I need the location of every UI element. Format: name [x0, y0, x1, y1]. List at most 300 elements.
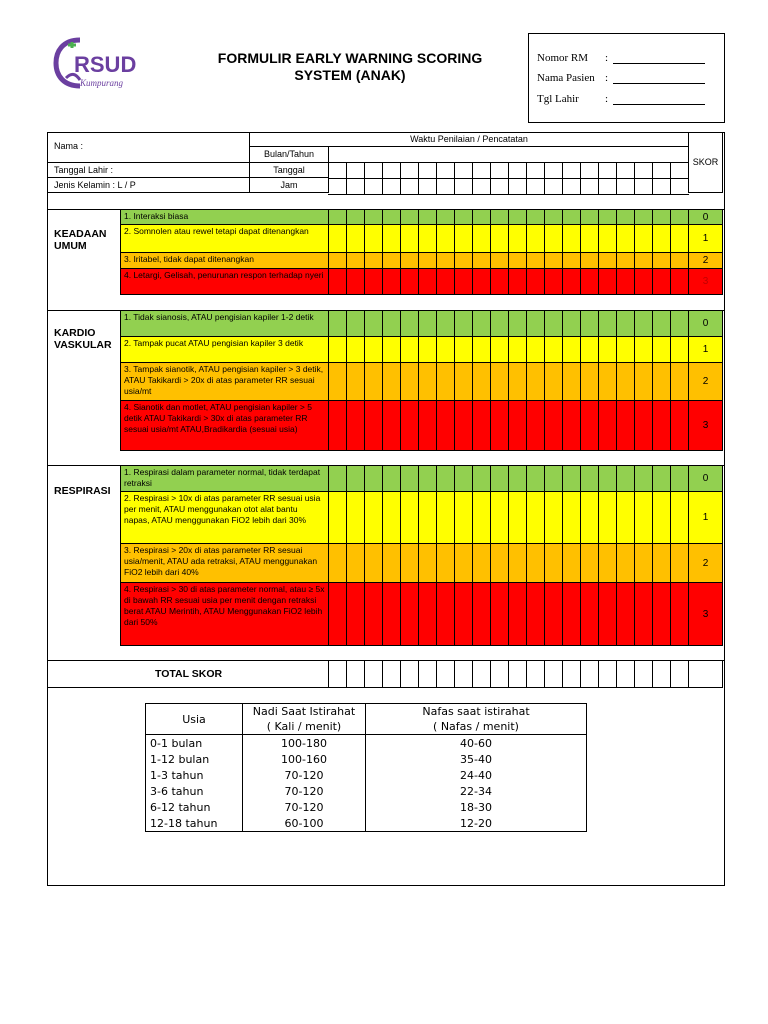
- entry-grid-column-line: [400, 466, 401, 491]
- criterion-ku-4: 4. Letargi, Gelisah, penurunan respon terhadap nyeri: [120, 268, 329, 295]
- reference-row: [146, 799, 587, 815]
- entry-grid-column-line: [454, 466, 455, 491]
- entry-grid-column-line: [472, 253, 473, 268]
- gender-label: Jenis Kelamin : L / P: [54, 180, 136, 190]
- score-kv-3: 2: [688, 362, 723, 401]
- entry-grid-ku-3[interactable]: [328, 252, 689, 269]
- entry-grid-column-line: [400, 269, 401, 294]
- entry-grid-column-line: [670, 363, 671, 400]
- entry-grid-column-line: [454, 210, 455, 224]
- entry-grid-column-line: [346, 225, 347, 252]
- entry-grid-column-line: [436, 661, 437, 687]
- entry-grid-column-line: [634, 210, 635, 224]
- entry-grid-column-line: [544, 337, 545, 362]
- name-field[interactable]: [47, 132, 250, 163]
- score-ku-4: 3: [688, 268, 723, 295]
- entry-grid-column-line: [508, 661, 509, 687]
- entry-grid-ku-1[interactable]: [328, 209, 689, 225]
- entry-grid-column-line: [508, 269, 509, 294]
- entry-grid-column-line: [526, 253, 527, 268]
- entry-grid-kv-3[interactable]: [328, 362, 689, 401]
- entry-grid-column-line: [670, 661, 671, 687]
- entry-grid-column-line: [526, 466, 527, 491]
- score-kv-1: 0: [688, 310, 723, 337]
- entry-grid-column-line: [652, 544, 653, 582]
- reference-row: [146, 751, 587, 767]
- criterion-rs-1: 1. Respirasi dalam parameter normal, tidak terdapat retraksi: [120, 465, 329, 492]
- entry-grid-column-line: [652, 225, 653, 252]
- entry-grid-column-line: [616, 583, 617, 645]
- entry-grid-column-line: [454, 583, 455, 645]
- entry-grid-column-line: [526, 363, 527, 400]
- entry-grid-kv-1[interactable]: [328, 310, 689, 337]
- entry-grid-column-line: [526, 544, 527, 582]
- reference-pulse: 70-120: [243, 783, 366, 799]
- entry-grid-rs-1[interactable]: [328, 465, 689, 492]
- entry-grid-column-line: [544, 363, 545, 400]
- entry-grid-column-line: [472, 210, 473, 224]
- entry-grid-column-line: [490, 401, 491, 450]
- entry-grid-column-line: [400, 544, 401, 582]
- entry-grid-column-line: [670, 225, 671, 252]
- entry-grid-column-line: [652, 311, 653, 336]
- entry-grid-column-line: [562, 401, 563, 450]
- entry-grid-column-line: [364, 311, 365, 336]
- entry-grid-column-line: [382, 466, 383, 491]
- reference-breath: 40-60: [366, 735, 587, 752]
- month-year-entry[interactable]: [328, 146, 689, 163]
- id-label-dob: Tgl Lahir: [537, 93, 579, 105]
- total-score-value[interactable]: [688, 660, 723, 688]
- entry-grid-column-line: [670, 311, 671, 336]
- score-rs-3: 2: [688, 543, 723, 583]
- reference-row: [146, 767, 587, 783]
- reference-header-age: Usia: [146, 704, 243, 735]
- entry-grid-column-line: [562, 492, 563, 543]
- entry-grid-column-line: [454, 337, 455, 362]
- entry-grid-column-line: [508, 401, 509, 450]
- entry-grid-column-line: [364, 269, 365, 294]
- reference-breath: 24-40: [366, 767, 587, 783]
- entry-grid-column-line: [382, 583, 383, 645]
- score-rs-1: 0: [688, 465, 723, 492]
- entry-grid-column-line: [490, 337, 491, 362]
- entry-grid-column-line: [418, 401, 419, 450]
- entry-grid-column-line: [454, 253, 455, 268]
- entry-grid-column-line: [400, 401, 401, 450]
- entry-grid-column-line: [400, 253, 401, 268]
- entry-grid-column-line: [526, 311, 527, 336]
- entry-grid-column-line: [382, 269, 383, 294]
- entry-grid-column-line: [364, 363, 365, 400]
- entry-grid-column-line: [490, 661, 491, 687]
- entry-grid-column-line: [598, 337, 599, 362]
- date-hour-grid[interactable]: [328, 162, 689, 195]
- entry-grid-column-line: [364, 337, 365, 362]
- entry-grid-column-line: [562, 269, 563, 294]
- score-header: [688, 132, 723, 193]
- entry-grid-column-line: [346, 269, 347, 294]
- entry-grid-column-line: [454, 269, 455, 294]
- entry-grid-column-line: [382, 311, 383, 336]
- entry-grid-rs-2[interactable]: [328, 491, 689, 544]
- reference-pulse: 70-120: [243, 767, 366, 783]
- entry-grid-column-line: [346, 210, 347, 224]
- entry-grid-column-line: [598, 269, 599, 294]
- entry-grid-column-line: [670, 253, 671, 268]
- form-title: [190, 50, 510, 84]
- entry-grid-column-line: [346, 661, 347, 687]
- entry-grid-column-line: [436, 583, 437, 645]
- entry-grid-column-line: [400, 225, 401, 252]
- entry-grid-column-line: [580, 210, 581, 224]
- entry-grid-ku-2[interactable]: [328, 224, 689, 253]
- entry-grid-column-line: [652, 492, 653, 543]
- total-score-grid[interactable]: [328, 660, 689, 688]
- entry-grid-column-line: [562, 311, 563, 336]
- entry-grid-column-line: [616, 544, 617, 582]
- entry-grid-column-line: [400, 492, 401, 543]
- score-kv-2: 1: [688, 336, 723, 363]
- entry-grid-column-line: [472, 311, 473, 336]
- entry-grid-column-line: [490, 583, 491, 645]
- entry-grid-column-line: [562, 466, 563, 491]
- entry-grid-column-line: [526, 210, 527, 224]
- entry-grid-column-line: [580, 661, 581, 687]
- id-sep-dob: :: [605, 93, 609, 105]
- entry-grid-column-line: [436, 466, 437, 491]
- entry-grid-column-line: [472, 583, 473, 645]
- entry-grid-column-line: [382, 337, 383, 362]
- entry-grid-column-line: [616, 363, 617, 400]
- entry-grid-column-line: [346, 363, 347, 400]
- entry-grid-column-line: [508, 253, 509, 268]
- entry-grid-column-line: [544, 210, 545, 224]
- reference-pulse: 100-180: [243, 735, 366, 752]
- reference-age: 1-3 tahun: [146, 767, 243, 783]
- entry-grid-ku-4[interactable]: [328, 268, 689, 295]
- entry-grid-column-line: [454, 661, 455, 687]
- entry-grid-column-line: [508, 466, 509, 491]
- score-ku-1: 0: [688, 209, 723, 225]
- entry-grid-column-line: [526, 269, 527, 294]
- entry-grid-column-line: [616, 253, 617, 268]
- entry-grid-column-line: [436, 337, 437, 362]
- logo-subtext: Kumpurang: [80, 78, 124, 88]
- entry-grid-column-line: [598, 225, 599, 252]
- entry-grid-column-line: [634, 492, 635, 543]
- reference-breath: 22-34: [366, 783, 587, 799]
- entry-grid-column-line: [400, 661, 401, 687]
- reference-breath: 35-40: [366, 751, 587, 767]
- entry-grid-column-line: [436, 544, 437, 582]
- entry-grid-column-line: [562, 583, 563, 645]
- entry-grid-column-line: [580, 492, 581, 543]
- id-field-name[interactable]: [613, 83, 705, 84]
- score-header-text: SKOR: [692, 157, 719, 167]
- entry-grid-column-line: [652, 269, 653, 294]
- entry-grid-column-line: [382, 210, 383, 224]
- reference-row: [146, 783, 587, 799]
- entry-grid-column-line: [616, 661, 617, 687]
- entry-grid-column-line: [472, 466, 473, 491]
- entry-grid-column-line: [508, 210, 509, 224]
- entry-grid-column-line: [634, 661, 635, 687]
- entry-grid-column-line: [400, 210, 401, 224]
- entry-grid-column-line: [346, 253, 347, 268]
- reference-header-pulse: Nadi Saat Istirahat ( Kali / menit): [243, 704, 366, 735]
- criterion-kv-1: 1. Tidak sianosis, ATAU pengisian kapiler 1-2 detik: [120, 310, 329, 337]
- reference-breath: 18-30: [366, 799, 587, 815]
- entry-grid-column-line: [634, 253, 635, 268]
- score-ku-2: 1: [688, 224, 723, 253]
- entry-grid-column-line: [508, 311, 509, 336]
- criterion-kv-2: 2. Tampak pucat ATAU pengisian kapiler 3 detik: [120, 336, 329, 363]
- entry-grid-column-line: [562, 544, 563, 582]
- entry-grid-column-line: [598, 492, 599, 543]
- reference-row: [146, 735, 587, 752]
- entry-grid-column-line: [382, 661, 383, 687]
- entry-grid-kv-2[interactable]: [328, 336, 689, 363]
- entry-grid-rs-4[interactable]: [328, 582, 689, 646]
- reference-header-breath: Nafas saat istirahat ( Nafas / menit): [366, 704, 587, 735]
- entry-grid-column-line: [580, 544, 581, 582]
- time-title: [249, 132, 689, 147]
- entry-grid-column-line: [418, 337, 419, 362]
- total-score-text: TOTAL SKOR: [155, 668, 223, 680]
- entry-grid-column-line: [652, 337, 653, 362]
- entry-grid-column-line: [544, 661, 545, 687]
- id-label-name: Nama Pasien: [537, 72, 595, 84]
- entry-grid-column-line: [346, 401, 347, 450]
- criterion-ku-1: 1. Interaksi biasa: [120, 209, 329, 225]
- entry-grid-column-line: [652, 661, 653, 687]
- entry-grid-column-line: [526, 337, 527, 362]
- entry-grid-column-line: [544, 492, 545, 543]
- entry-grid-column-line: [598, 583, 599, 645]
- reference-pulse: 60-100: [243, 815, 366, 832]
- section-label-kardio-vaskular: KARDIO VASKULAR: [54, 327, 112, 351]
- entry-grid-column-line: [418, 363, 419, 400]
- entry-grid-column-line: [400, 337, 401, 362]
- entry-grid-column-line: [670, 466, 671, 491]
- entry-grid-column-line: [598, 253, 599, 268]
- entry-grid-column-line: [544, 253, 545, 268]
- reference-breath: 12-20: [366, 815, 587, 832]
- entry-grid-column-line: [544, 544, 545, 582]
- entry-grid-column-line: [418, 492, 419, 543]
- entry-grid-column-line: [472, 269, 473, 294]
- entry-grid-column-line: [418, 466, 419, 491]
- entry-grid-column-line: [454, 401, 455, 450]
- entry-grid-column-line: [580, 311, 581, 336]
- entry-grid-column-line: [418, 544, 419, 582]
- entry-grid-column-line: [346, 311, 347, 336]
- reference-age: 1-12 bulan: [146, 751, 243, 767]
- entry-grid-column-line: [598, 401, 599, 450]
- dob-field[interactable]: [47, 162, 250, 178]
- entry-grid-column-line: [472, 544, 473, 582]
- name-label: Nama :: [54, 141, 84, 151]
- entry-grid-column-line: [670, 269, 671, 294]
- entry-grid-column-line: [526, 583, 527, 645]
- entry-grid-column-line: [562, 363, 563, 400]
- entry-grid-column-line: [526, 661, 527, 687]
- entry-grid-column-line: [436, 311, 437, 336]
- entry-grid-column-line: [400, 311, 401, 336]
- entry-grid-column-line: [526, 492, 527, 543]
- entry-grid-rs-3[interactable]: [328, 543, 689, 583]
- entry-grid-column-line: [346, 337, 347, 362]
- entry-grid-column-line: [544, 311, 545, 336]
- entry-grid-column-line: [652, 401, 653, 450]
- entry-grid-column-line: [454, 225, 455, 252]
- entry-grid-column-line: [454, 544, 455, 582]
- entry-grid-column-line: [418, 661, 419, 687]
- entry-grid-column-line: [346, 466, 347, 491]
- criterion-ku-3: 3. Iritabel, tidak dapat ditenangkan: [120, 252, 329, 269]
- entry-grid-column-line: [436, 225, 437, 252]
- entry-grid-column-line: [616, 311, 617, 336]
- entry-grid-column-line: [562, 210, 563, 224]
- gender-field[interactable]: [47, 177, 250, 193]
- entry-grid-column-line: [364, 661, 365, 687]
- criterion-rs-3: 3. Respirasi > 20x di atas parameter RR sesuai usia/menit, ATAU ada retraksi, ATAU menggunakan FiO2 lebih dari 40%: [120, 543, 329, 583]
- entry-grid-column-line: [364, 401, 365, 450]
- entry-grid-column-line: [616, 401, 617, 450]
- entry-grid-column-line: [652, 583, 653, 645]
- entry-grid-column-line: [490, 492, 491, 543]
- entry-grid-column-line: [544, 466, 545, 491]
- entry-grid-column-line: [544, 583, 545, 645]
- entry-grid-column-line: [418, 269, 419, 294]
- entry-grid-column-line: [562, 337, 563, 362]
- month-year-label: Bulan/Tahun: [249, 146, 329, 163]
- reference-age: 6-12 tahun: [146, 799, 243, 815]
- entry-grid-column-line: [382, 492, 383, 543]
- entry-grid-column-line: [634, 401, 635, 450]
- entry-grid-column-line: [454, 492, 455, 543]
- entry-grid-column-line: [598, 661, 599, 687]
- hospital-logo: [50, 32, 160, 94]
- entry-grid-column-line: [346, 492, 347, 543]
- reference-pulse: 100-160: [243, 751, 366, 767]
- entry-grid-column-line: [670, 210, 671, 224]
- entry-grid-column-line: [382, 253, 383, 268]
- entry-grid-kv-4[interactable]: [328, 400, 689, 451]
- entry-grid-column-line: [364, 466, 365, 491]
- form-title-line1: FORMULIR EARLY WARNING SCORING: [217, 50, 483, 66]
- entry-grid-column-line: [670, 544, 671, 582]
- entry-grid-column-line: [490, 544, 491, 582]
- id-field-dob[interactable]: [613, 104, 705, 105]
- total-score-label: [47, 660, 329, 688]
- entry-grid-column-line: [634, 311, 635, 336]
- entry-grid-column-line: [508, 363, 509, 400]
- form-title-line2: SYSTEM (ANAK): [294, 67, 406, 83]
- id-sep-name: :: [605, 72, 609, 84]
- entry-grid-column-line: [508, 492, 509, 543]
- reference-row: [146, 815, 587, 832]
- entry-grid-column-line: [634, 337, 635, 362]
- entry-grid-column-line: [364, 492, 365, 543]
- entry-grid-column-line: [580, 337, 581, 362]
- entry-grid-column-line: [580, 225, 581, 252]
- entry-grid-column-line: [544, 401, 545, 450]
- entry-grid-column-line: [580, 269, 581, 294]
- entry-grid-column-line: [382, 225, 383, 252]
- entry-grid-column-line: [562, 253, 563, 268]
- entry-grid-column-line: [616, 269, 617, 294]
- entry-grid-column-line: [436, 210, 437, 224]
- entry-grid-column-line: [526, 225, 527, 252]
- reference-header-row: [146, 704, 587, 735]
- entry-grid-column-line: [634, 466, 635, 491]
- criterion-rs-4: 4. Respirasi > 30 di atas parameter normal, atau ≥ 5x di bawah RR sesuai usia per menit dengan retraksi berat ATAU Merintih, ATAU Menggunakan FiO2 lebih dari 50%: [120, 582, 329, 646]
- entry-grid-column-line: [652, 466, 653, 491]
- entry-grid-column-line: [544, 225, 545, 252]
- entry-grid-column-line: [616, 466, 617, 491]
- entry-grid-column-line: [634, 225, 635, 252]
- hour-label: Jam: [249, 177, 329, 193]
- entry-grid-column-line: [418, 583, 419, 645]
- entry-grid-column-line: [544, 269, 545, 294]
- entry-grid-column-line: [598, 363, 599, 400]
- entry-grid-column-line: [472, 337, 473, 362]
- entry-grid-column-line: [490, 269, 491, 294]
- entry-grid-column-line: [562, 661, 563, 687]
- entry-grid-column-line: [670, 492, 671, 543]
- entry-grid-column-line: [670, 337, 671, 362]
- entry-grid-column-line: [472, 661, 473, 687]
- entry-grid-column-line: [364, 253, 365, 268]
- reference-age: 3-6 tahun: [146, 783, 243, 799]
- entry-grid-column-line: [580, 466, 581, 491]
- reference-age: 12-18 tahun: [146, 815, 243, 832]
- patient-id-box: [528, 33, 725, 123]
- entry-grid-column-line: [508, 337, 509, 362]
- entry-grid-column-line: [454, 311, 455, 336]
- entry-grid-column-line: [652, 363, 653, 400]
- entry-grid-column-line: [562, 225, 563, 252]
- entry-grid-column-line: [382, 401, 383, 450]
- entry-grid-column-line: [364, 583, 365, 645]
- entry-grid-column-line: [400, 583, 401, 645]
- entry-grid-column-line: [670, 401, 671, 450]
- entry-grid-column-line: [634, 544, 635, 582]
- entry-grid-column-line: [508, 225, 509, 252]
- entry-grid-column-line: [436, 253, 437, 268]
- id-sep-rm: :: [605, 52, 609, 64]
- entry-grid-column-line: [616, 225, 617, 252]
- entry-grid-column-line: [616, 210, 617, 224]
- entry-grid-column-line: [472, 225, 473, 252]
- entry-grid-column-line: [508, 583, 509, 645]
- entry-grid-column-line: [418, 253, 419, 268]
- entry-grid-column-line: [490, 363, 491, 400]
- entry-grid-column-line: [598, 544, 599, 582]
- criterion-ku-2: 2. Somnolen atau rewel tetapi dapat ditenangkan: [120, 224, 329, 253]
- entry-grid-column-line: [634, 583, 635, 645]
- reference-pulse: 70-120: [243, 799, 366, 815]
- entry-grid-column-line: [364, 225, 365, 252]
- score-rs-4: 3: [688, 582, 723, 646]
- id-field-rm[interactable]: [613, 63, 705, 64]
- entry-grid-column-line: [472, 492, 473, 543]
- entry-grid-column-line: [652, 253, 653, 268]
- entry-grid-column-line: [382, 363, 383, 400]
- entry-grid-column-line: [490, 253, 491, 268]
